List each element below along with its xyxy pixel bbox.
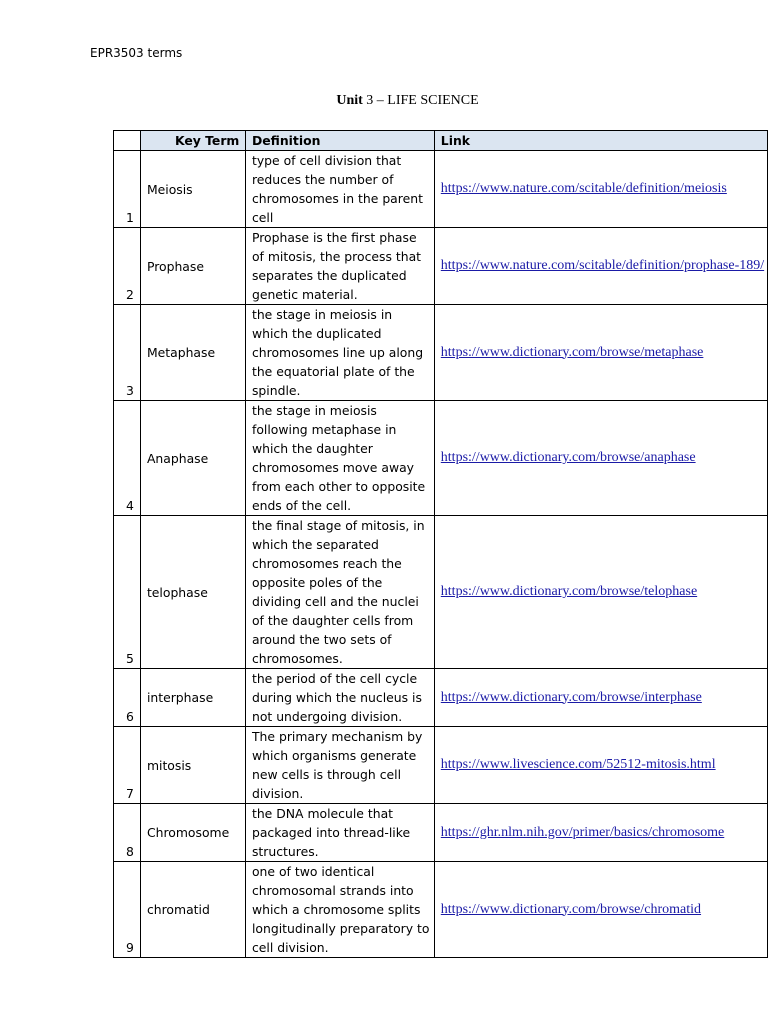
reference-link[interactable]: https://www.dictionary.com/browse/chromatid	[440, 901, 702, 917]
table-row	[114, 804, 768, 862]
definition: Prophase is the first phase of mitosis, the process that separates the duplicated genetic material.	[245, 228, 434, 305]
row-number: 4	[114, 401, 141, 516]
row-number: 6	[114, 669, 141, 727]
key-term: Chromosome	[140, 804, 245, 862]
definition: the stage in meiosis in which the duplicated chromosomes line up along the equatorial plate of the spindle.	[245, 305, 434, 401]
reference-link[interactable]: https://www.dictionary.com/browse/interphase	[440, 689, 702, 705]
header-definition: Definition	[245, 131, 434, 151]
row-number: 9	[114, 862, 141, 958]
key-term: Meiosis	[140, 151, 245, 228]
header-link: Link	[434, 131, 767, 151]
definition: type of cell division that reduces the number of chromosomes in the parent cell	[245, 151, 434, 228]
table-row	[114, 228, 768, 305]
reference-link[interactable]: https://ghr.nlm.nih.gov/primer/basics/chromosome	[440, 824, 725, 840]
table-header-row	[114, 131, 768, 151]
definition: the stage in meiosis following metaphase in which the daughter chromosomes move away from each other to opposite ends of the cell.	[245, 401, 434, 516]
reference-link[interactable]: https://www.dictionary.com/browse/metaphase	[440, 344, 704, 360]
definition: the period of the cell cycle during which the nucleus is not undergoing division.	[245, 669, 434, 727]
header-number	[114, 131, 141, 151]
key-term: Anaphase	[140, 401, 245, 516]
key-term: interphase	[140, 669, 245, 727]
row-number: 1	[114, 151, 141, 228]
key-term: telophase	[140, 516, 245, 669]
reference-link[interactable]: https://www.livescience.com/52512-mitosis.html	[440, 757, 716, 772]
row-number: 8	[114, 804, 141, 862]
row-number: 2	[114, 228, 141, 305]
row-number: 5	[114, 516, 141, 669]
title-bold: Unit	[336, 93, 363, 108]
reference-link[interactable]: https://www.nature.com/scitable/definition/prophase-189/	[440, 258, 765, 273]
header-key-term: Key Term	[140, 131, 245, 151]
terms-table	[113, 130, 768, 958]
reference-link[interactable]: https://www.dictionary.com/browse/anaphase	[440, 450, 696, 465]
key-term: Prophase	[140, 228, 245, 305]
definition: one of two identical chromosomal strands into which a chromosome splits longitudinally preparatory to cell division.	[245, 862, 434, 958]
table-row	[114, 151, 768, 228]
definition: the final stage of mitosis, in which the separated chromosomes reach the opposite poles of the dividing cell and the nuclei of the daughter cells from around the two sets of chromosomes.	[245, 516, 434, 669]
key-term: chromatid	[140, 862, 245, 958]
title-rest: 3 – LIFE SCIENCE	[362, 93, 479, 108]
reference-link[interactable]: https://www.nature.com/scitable/definition/meiosis	[440, 181, 727, 196]
document-header: EPR3503 terms	[90, 46, 183, 60]
table-row	[114, 401, 768, 516]
definition: The primary mechanism by which organisms generate new cells is through cell division.	[245, 727, 434, 804]
key-term: mitosis	[140, 727, 245, 804]
table-row	[114, 862, 768, 958]
definition: the DNA molecule that packaged into thread-like structures.	[245, 804, 434, 862]
row-number: 3	[114, 305, 141, 401]
table-row	[114, 305, 768, 401]
table-row	[114, 669, 768, 727]
table-row	[114, 727, 768, 804]
reference-link[interactable]: https://www.dictionary.com/browse/telophase	[440, 584, 698, 599]
key-term: Metaphase	[140, 305, 245, 401]
page-title	[0, 93, 768, 109]
row-number: 7	[114, 727, 141, 804]
table-row	[114, 516, 768, 669]
